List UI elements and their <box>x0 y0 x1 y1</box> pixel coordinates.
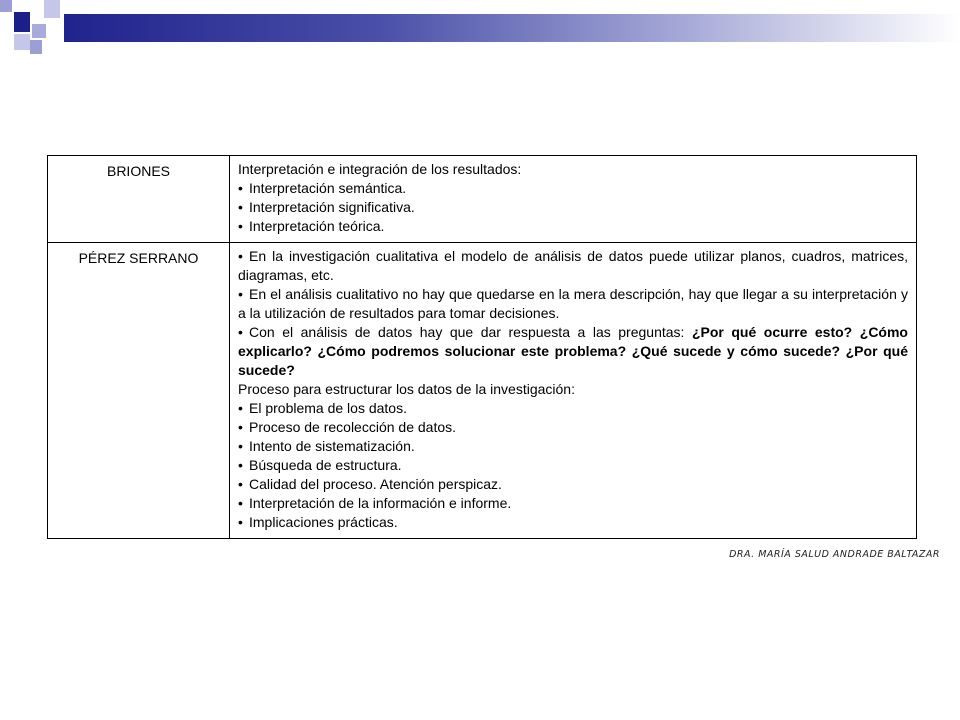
list-item: • Con el análisis de datos hay que dar respuesta a las preguntas: ¿Por qué ocurre esto? ¿Cómo explicarlo? ¿Cómo podremos solucionar este problema? ¿Qué sucede y cómo sucede? ¿Por qué sucede? <box>238 324 908 378</box>
bullet-glyph: • <box>238 495 243 511</box>
bullet-glyph: • <box>238 514 243 530</box>
decor-square <box>14 12 30 32</box>
bullet-glyph: • <box>238 199 243 215</box>
decor-square <box>0 0 12 12</box>
cell-heading: Proceso para estructurar los datos de la investigación: <box>238 381 575 397</box>
author-cell: PÉREZ SERRANO <box>48 243 230 539</box>
footer-author: DRA. MARÍA SALUD ANDRADE BALTAZAR <box>729 549 940 560</box>
list-item: • Interpretación semántica. <box>238 180 407 196</box>
bullet-glyph: • <box>238 438 243 454</box>
table-row <box>48 156 917 243</box>
bullet-glyph: • <box>238 419 243 435</box>
bullet-glyph: • <box>238 324 243 340</box>
content-cell <box>230 156 917 243</box>
header-gradient-bar <box>64 14 960 42</box>
bullet-glyph: • <box>238 457 243 473</box>
list-item: • Interpretación teórica. <box>238 218 385 234</box>
list-item: • Interpretación significativa. <box>238 199 415 215</box>
decor-square <box>30 40 42 54</box>
bullet-glyph: • <box>238 218 243 234</box>
list-item: • En el análisis cualitativo no hay que quedarse en la mera descripción, hay que llegar a su interpretación y a la utilización de resultados para tomar decisiones. <box>238 286 908 321</box>
bullet-glyph: • <box>238 286 243 302</box>
list-item: • Intento de sistematización. <box>238 438 415 454</box>
decor-square <box>44 0 60 18</box>
list-item: • El problema de los datos. <box>238 400 407 416</box>
header-decoration <box>0 0 960 60</box>
list-item: • Búsqueda de estructura. <box>238 457 402 473</box>
list-item: • Interpretación de la información e informe. <box>238 495 512 511</box>
questions-text: ¿Por qué ocurre esto? ¿Cómo explicarlo? ¿Cómo podremos solucionar este problema? ¿Qué sucede y cómo sucede? ¿Por qué sucede? <box>238 324 908 378</box>
list-item: • Implicaciones prácticas. <box>238 514 398 530</box>
list-item: • Proceso de recolección de datos. <box>238 419 457 435</box>
decor-square <box>32 24 46 38</box>
content-cell <box>230 243 917 539</box>
decor-square <box>14 34 30 50</box>
list-item: • En la investigación cualitativa el modelo de análisis de datos puede utilizar planos, cuadros, matrices, diagramas, etc. <box>238 248 908 283</box>
author-cell: BRIONES <box>48 156 230 243</box>
cell-heading: Interpretación e integración de los resultados: <box>238 161 522 177</box>
bullet-glyph: • <box>238 180 243 196</box>
bullet-glyph: • <box>238 248 243 264</box>
content-table <box>47 155 917 539</box>
bullet-glyph: • <box>238 476 243 492</box>
table-row <box>48 243 917 539</box>
bullet-glyph: • <box>238 400 243 416</box>
list-item: • Calidad del proceso. Atención perspicaz. <box>238 476 502 492</box>
